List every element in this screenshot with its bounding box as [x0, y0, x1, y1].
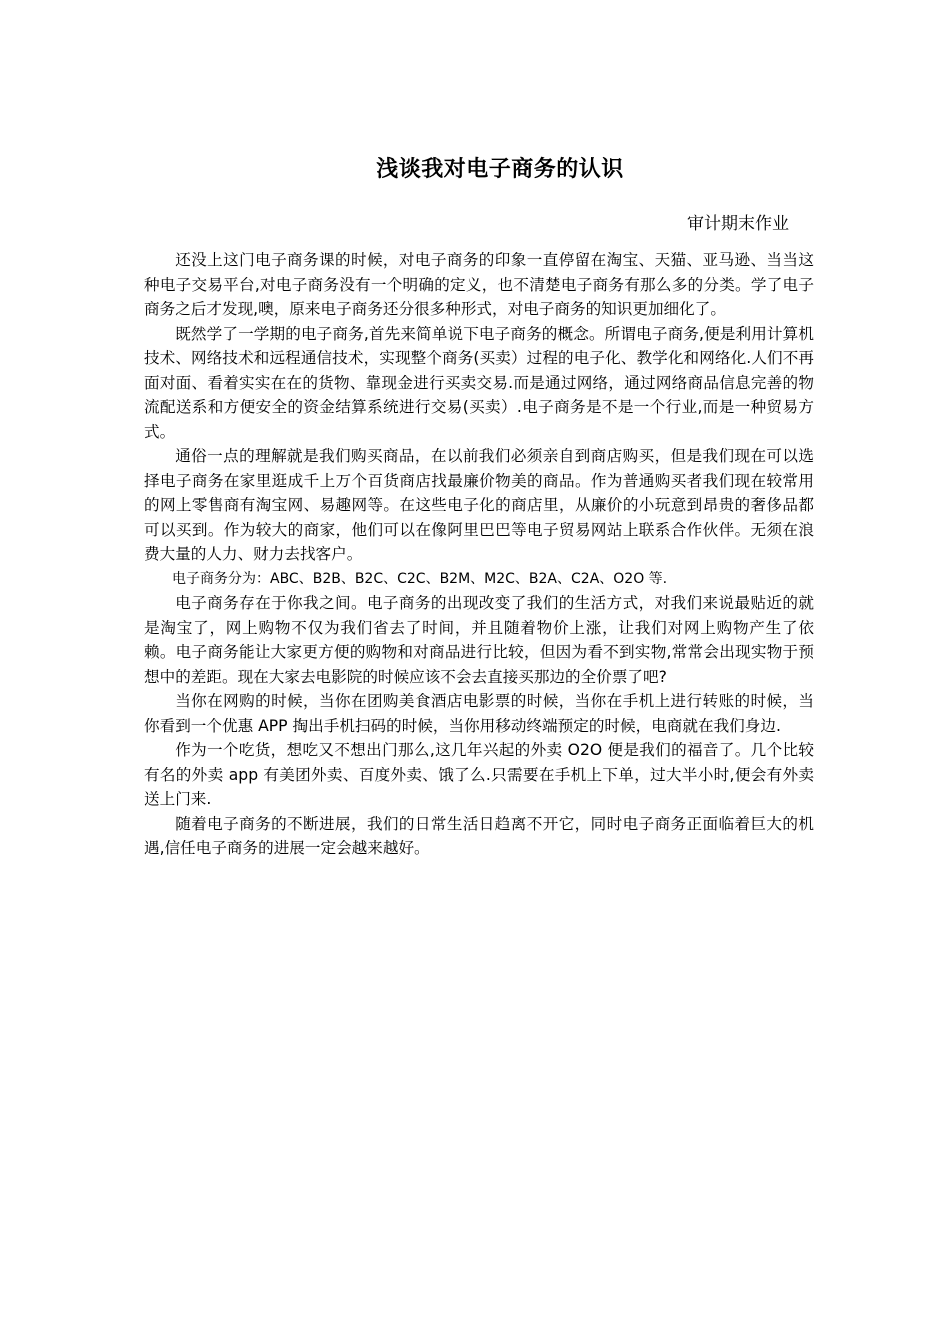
- paragraph: 电子商务分为：ABC、B2B、B2C、C2C、B2M、M2C、B2A、C2A、O2O 等.: [172, 570, 668, 587]
- page-title: 浅谈我对电子商务的认识: [376, 157, 624, 182]
- paragraph: 随着电子商务的不断进展，我们的日常生活日趋离不开它，同时电子商务正面临着巨大的机遇,信任电子商务的进展一定会越来越好。: [144, 814, 814, 857]
- page-subtitle: 审计期末作业: [687, 214, 789, 234]
- paragraph: 作为一个吃货，想吃又不想出门那么,这几年兴起的外卖 O2O 便是我们的福音了。几个比较有名的外卖 app 有美团外卖、百度外卖、饿了么.只需要在手机上下单，过大半小时,便会有外卖送上门来.: [144, 741, 814, 808]
- paragraph: 电子商务存在于你我之间。电子商务的出现改变了我们的生活方式，对我们来说最贴近的就是淘宝了，网上购物不仅为我们省去了时间，并且随着物价上涨，让我们对网上购物产生了依赖。电子商务能让大家更方便的购物和对商品进行比较，但因为看不到实物,常常会出现实物于预想中的差距。现在大家去电影院的时候应该不会去直接买那边的全价票了吧?: [144, 594, 814, 686]
- paragraph: 当你在网购的时候，当你在团购美食酒店电影票的时候，当你在手机上进行转账的时候，当你看到一个优惠 APP 掏出手机扫码的时候，当你用移动终端预定的时候，电商就在我们身边.: [144, 692, 814, 735]
- paragraph: 通俗一点的理解就是我们购买商品，在以前我们必须亲自到商店购买，但是我们现在可以选择电子商务在家里逛成千上万个百货商店找最廉价物美的商品。作为普通购买者我们现在较常用的网上零售商有淘宝网、易趣网等。在这些电子化的商店里，从廉价的小玩意到昂贵的奢侈品都可以买到。作为较大的商家，他们可以在像阿里巴巴等电子贸易网站上联系合作伙伴。无须在浪费大量的人力、财力去找客户。: [144, 447, 814, 563]
- paragraph: 既然学了一学期的电子商务,首先来简单说下电子商务的概念。所谓电子商务,便是利用计算机技术、网络技术和远程通信技术，实现整个商务(买卖）过程的电子化、教学化和网络化.人们不再面对面、看着实实在在的货物、靠现金进行买卖交易.而是通过网络，通过网络商品信息完善的物流配送系和方便安全的资金结算系统进行交易(买卖）.电子商务是不是一个行业,而是一种贸易方式。: [144, 324, 814, 441]
- paragraph: 还没上这门电子商务课的时候，对电子商务的印象一直停留在淘宝、天猫、亚马逊、当当这种电子交易平台,对电子商务没有一个明确的定义，也不清楚电子商务有那么多的分类。学了电子商务之后才发现,噢，原来电子商务还分很多种形式，对电子商务的知识更加细化了。: [144, 251, 814, 318]
- document-body: [144, 248, 814, 861]
